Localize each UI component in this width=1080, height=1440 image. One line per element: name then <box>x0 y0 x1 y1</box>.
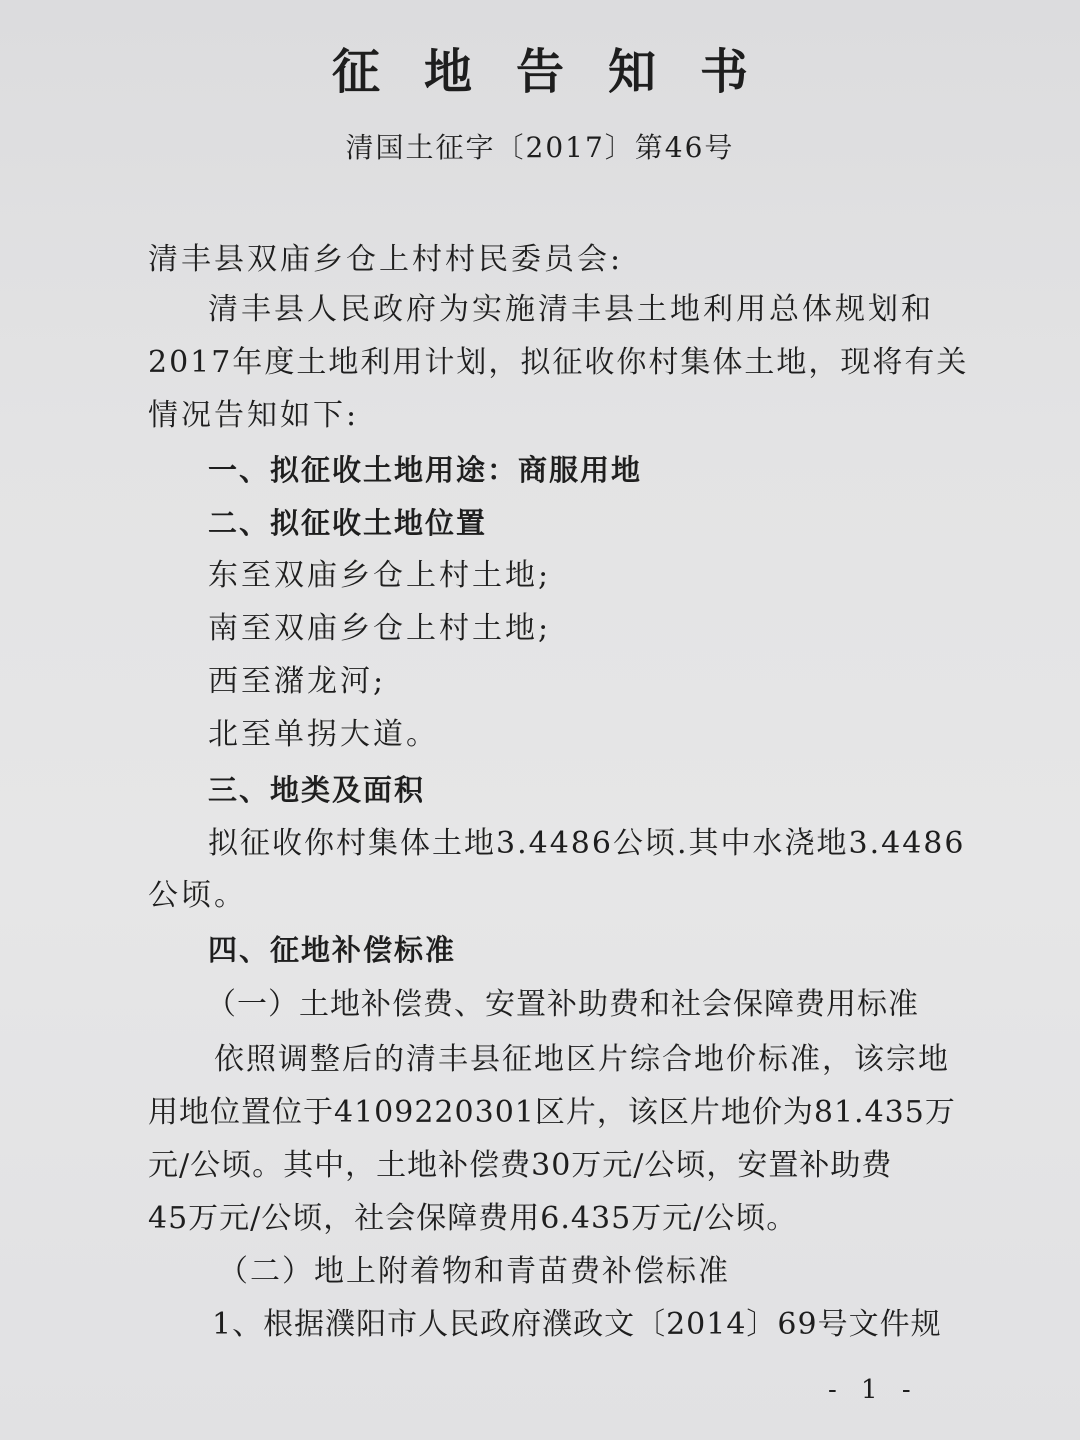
intro-line-2: 2017年度土地利用计划，拟征收你村集体土地，现将有关 <box>148 345 969 380</box>
document-number: 清国土征字〔2017〕第46号 <box>345 131 735 164</box>
subsection-1-line-1: 依照调整后的清丰县征地区片综合地价标准，该宗地 <box>214 1042 950 1077</box>
subsection-1-line-4: 45万元/公顷，社会保障费用6.435万元/公顷。 <box>148 1201 798 1236</box>
section-heading-4: 四、征地补偿标准 <box>208 933 457 967</box>
boundary-north: 北至单拐大道。 <box>208 717 439 752</box>
area-line-2: 公顷。 <box>148 878 247 913</box>
section-heading-1: 一、拟征收土地用途：商服用地 <box>208 453 643 487</box>
section-heading-2: 二、拟征收土地位置 <box>208 506 488 540</box>
page-number: - 1 - <box>828 1375 919 1405</box>
section-heading-3: 三、地类及面积 <box>208 773 426 807</box>
subsection-1-line-3: 元/公顷。其中，土地补偿费30万元/公顷，安置补助费 <box>148 1148 893 1183</box>
boundary-east: 东至双庙乡仓上村土地; <box>208 558 552 593</box>
boundary-west: 西至潴龙河; <box>208 664 387 699</box>
intro-line-1: 清丰县人民政府为实施清丰县土地利用总体规划和 <box>208 292 934 327</box>
area-line-1: 拟征收你村集体土地3.4486公顷.其中水浇地3.4486 <box>208 826 966 861</box>
subsection-2-heading: （二）地上附着物和青苗费补偿标准 <box>218 1254 730 1289</box>
subsection-1-line-2: 用地位置位于4109220301区片，该区片地价为81.435万 <box>148 1095 956 1130</box>
subsection-1-heading: （一）土地补偿费、安置补助费和社会保障费用标准 <box>206 987 919 1022</box>
document-title: 征地告知书 <box>331 44 792 100</box>
subsection-2-line-1: 1、根据濮阳市人民政府濮政文〔2014〕69号文件规 <box>212 1307 942 1342</box>
addressee: 清丰县双庙乡仓上村村民委员会: <box>148 242 624 277</box>
boundary-south: 南至双庙乡仓上村土地; <box>208 611 552 646</box>
intro-line-3: 情况告知如下: <box>148 398 360 433</box>
